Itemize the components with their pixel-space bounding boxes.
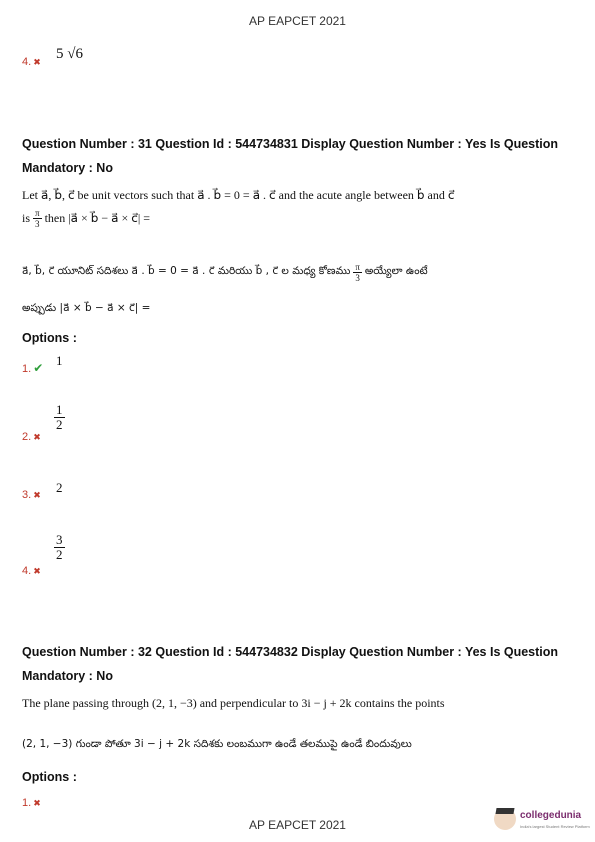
question-32-options-label: Options : (22, 770, 77, 784)
question-32-heading (22, 640, 577, 688)
question-32-option-1[interactable] (22, 797, 41, 809)
question-31-mandatory: Mandatory : No (22, 161, 113, 175)
fraction-numerator: 3 (56, 532, 63, 547)
question-32-english: The plane passing through (2, 1, −3) and perpendicular to 3i − j + 2k contains the points (22, 696, 445, 710)
question-32-telugu: (2, 1, −3) గుండా పోతూ 3i − j + 2k సదిశకు లంబముగా ఉండే తలముపై ఉండే బిందువులు (22, 738, 412, 750)
cross-icon: ✖ (33, 432, 41, 442)
question-31-option-2[interactable] (22, 431, 41, 443)
pi-over-3-fraction (33, 208, 42, 229)
cross-icon: ✖ (33, 566, 41, 576)
page-header: AP EAPCET 2021 (249, 14, 346, 28)
fraction-denominator: 3 (35, 219, 40, 229)
fraction-denominator: 2 (56, 547, 63, 562)
question-31-options-label: Options : (22, 331, 77, 345)
cross-icon: ✖ (33, 798, 41, 808)
option-number: 1. (22, 363, 32, 375)
option-3-value: 2 (56, 480, 63, 495)
question-31-heading (22, 132, 577, 180)
graduation-cap-icon (495, 808, 514, 814)
prev-option-4 (22, 56, 41, 68)
prev-option-4-value: 5 √6 (56, 46, 83, 62)
option-4-fraction (54, 533, 65, 562)
option-number: 1. (22, 797, 32, 809)
fraction-numerator: 1 (56, 402, 63, 417)
question-31-option-1[interactable] (22, 361, 43, 375)
collegedunia-logo (494, 806, 590, 836)
is-text: is (22, 211, 31, 225)
question-31-telugu-line1 (22, 262, 428, 283)
telugu-text-part2: అయ్యేలా ఉంటే (364, 265, 428, 277)
fraction-numerator: π (355, 262, 360, 272)
checkmark-icon: ✔ (33, 361, 44, 375)
cross-icon: ✖ (33, 57, 41, 67)
fraction-denominator: 2 (56, 417, 63, 432)
option-number: 2. (22, 431, 32, 443)
fraction-numerator: π (35, 208, 40, 218)
pi-over-3-fraction-telugu (353, 262, 362, 283)
brand-name: collegedunia (520, 810, 582, 821)
option-1-value: 1 (56, 353, 63, 368)
option-number: 4. (22, 56, 32, 68)
brand-tagline: India's largest Student Review Platform (520, 824, 590, 829)
question-31-english-line1: Let a⃗, b⃗, c⃗ be unit vectors such that a⃗ . b⃗ = 0 = a⃗ . c⃗ and the acute angle between b⃗ and c⃗ (22, 188, 455, 202)
telugu-text-part1: a⃗, b⃗, c⃗ యూనిట్ సదిశలు a⃗ . b⃗ = 0 = a⃗ . c⃗ మరియు b⃗ , c⃗ ల మధ్య కోణము (22, 265, 351, 277)
question-31-telugu-line2: అప్పుడు |a⃗ × b⃗ − a⃗ × c⃗| = (22, 302, 151, 314)
question-31-title: Question Number : 31 Question Id : 544734831 Display Question Number : Yes Is Question (22, 137, 559, 151)
question-31-option-3[interactable] (22, 489, 41, 501)
cross-icon: ✖ (33, 490, 41, 500)
fraction-denominator: 3 (355, 273, 360, 283)
option-number: 3. (22, 489, 32, 501)
page-footer: AP EAPCET 2021 (249, 818, 346, 832)
option-number: 4. (22, 565, 32, 577)
then-expression: then |a⃗ × b⃗ − a⃗ × c⃗| = (44, 211, 151, 225)
question-31-option-4[interactable] (22, 565, 41, 577)
question-32-mandatory: Mandatory : No (22, 669, 113, 683)
option-2-fraction (54, 403, 65, 432)
question-32-title: Question Number : 32 Question Id : 544734832 Display Question Number : Yes Is Question (22, 645, 559, 659)
question-31-english-line2 (22, 208, 150, 229)
